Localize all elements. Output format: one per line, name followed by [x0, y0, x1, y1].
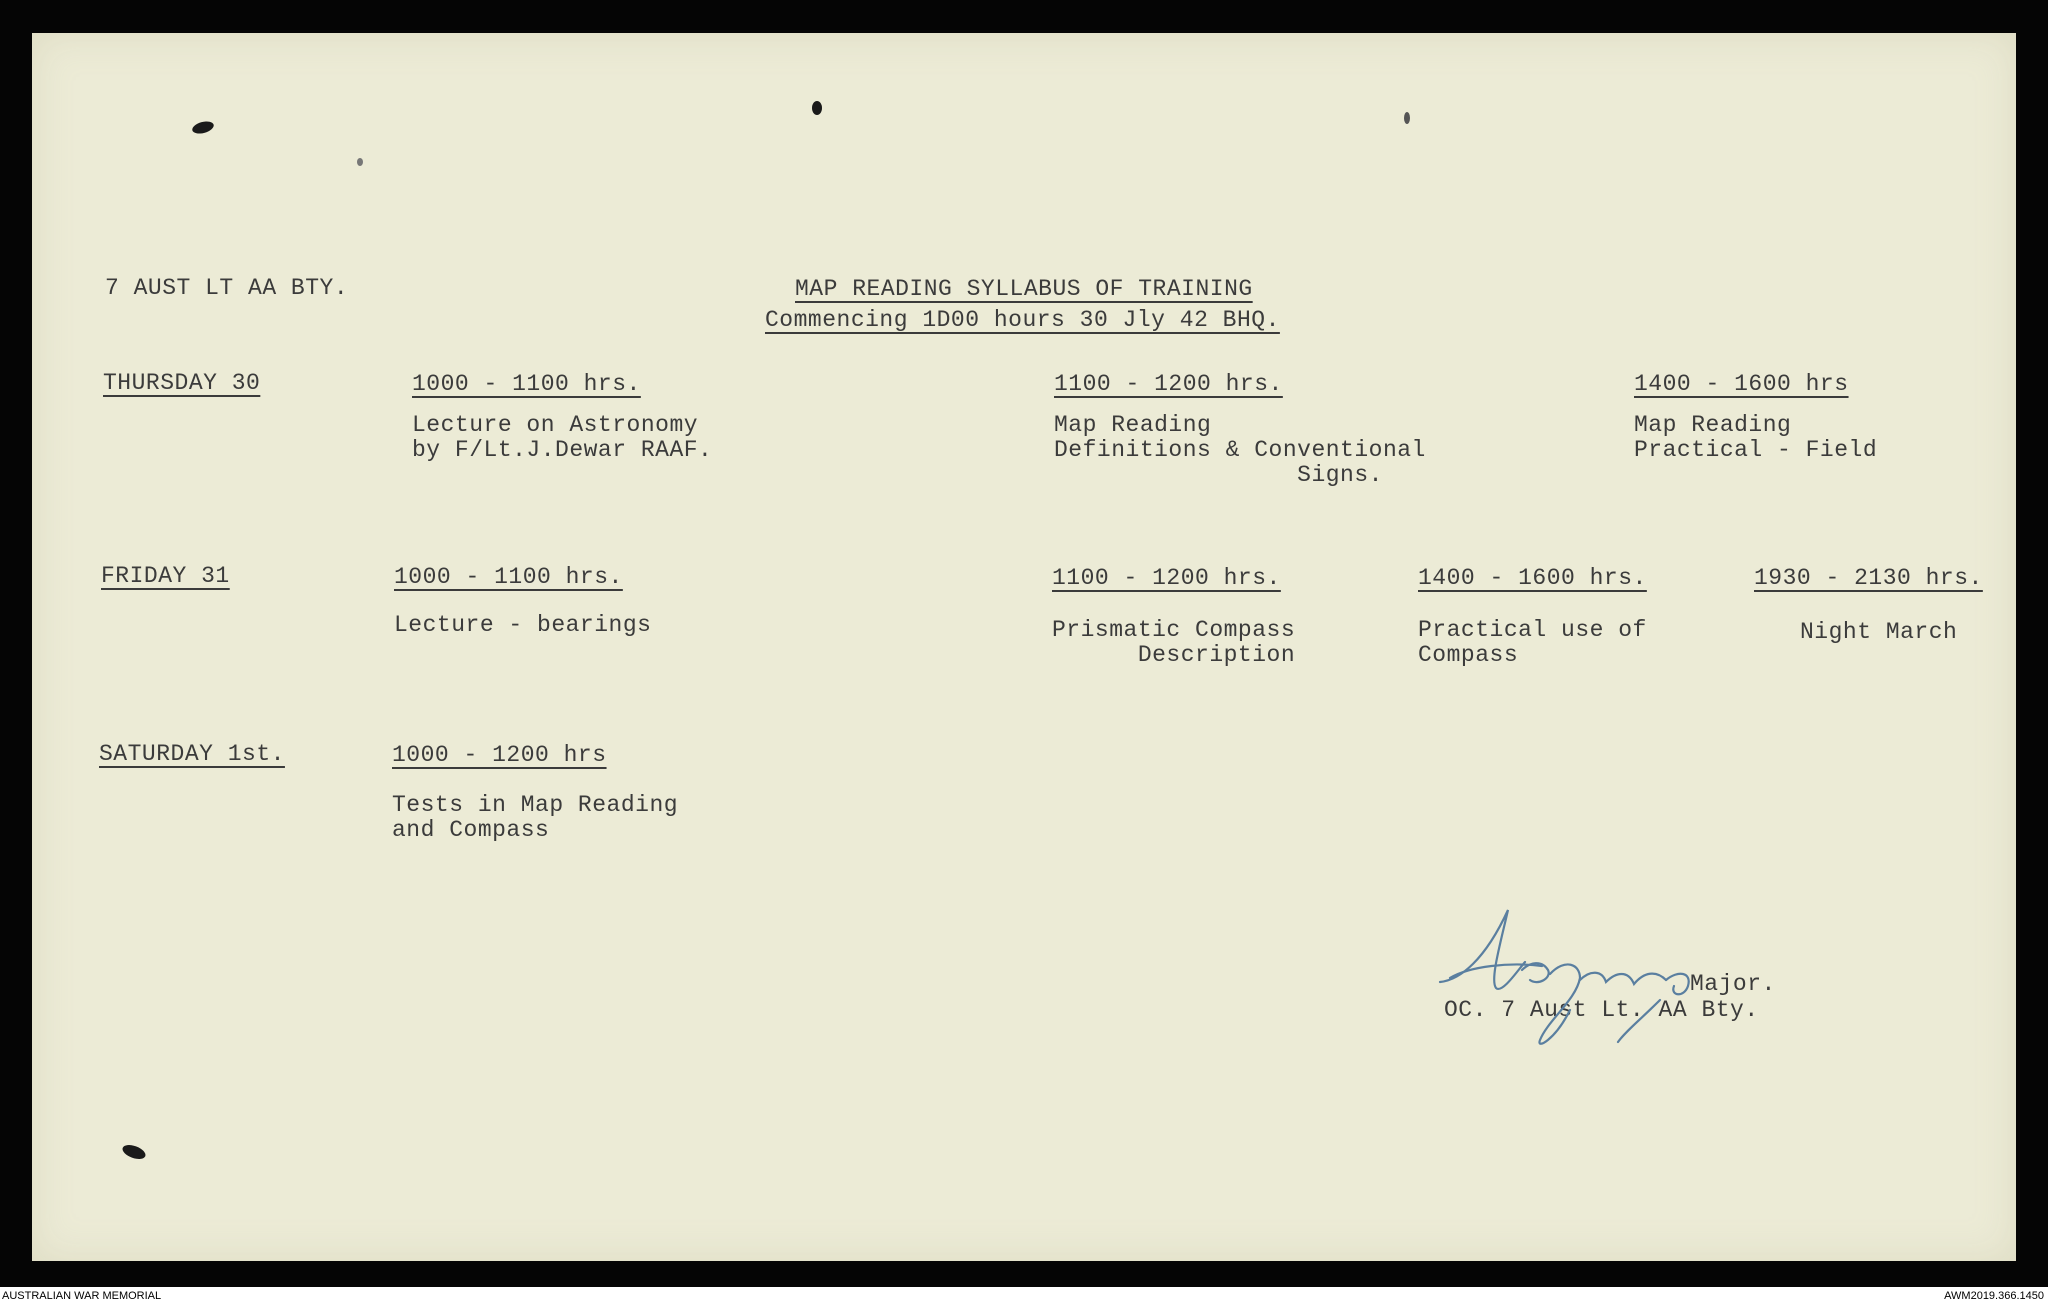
day-label-thursday: THURSDAY 30 [103, 370, 261, 396]
session-time: 1000 - 1200 hrs [392, 742, 607, 768]
session-time: 1400 - 1600 hrs. [1418, 565, 1647, 591]
punch-hole [812, 101, 822, 115]
session-time: 1000 - 1100 hrs. [394, 564, 623, 590]
day-label-friday: FRIDAY 31 [101, 563, 230, 589]
punch-hole [191, 119, 215, 135]
footer-accession-number: AWM2019.366.1450 [1944, 1290, 2044, 1302]
session-description: Map Reading Definitions & Conventional Signs. [1054, 412, 1426, 488]
session-time: 1930 - 2130 hrs. [1754, 565, 1983, 591]
session-description: Lecture - bearings [394, 612, 652, 638]
paper-sheet [32, 33, 2016, 1261]
punch-hole [1404, 112, 1410, 124]
session-time: 1100 - 1200 hrs. [1054, 371, 1283, 397]
signatory-rank: Major. [1690, 971, 1776, 997]
session-description: Prismatic Compass Description [1052, 617, 1296, 668]
session-description: Lecture on Astronomy by F/Lt.J.Dewar RAAF. [412, 412, 713, 463]
session-description: Map Reading Practical - Field [1634, 412, 1878, 463]
document-title: MAP READING SYLLABUS OF TRAINING [795, 276, 1253, 302]
session-description: Night March [1800, 619, 1958, 645]
footer-institution: AUSTRALIAN WAR MEMORIAL [2, 1290, 162, 1302]
session-description: Tests in Map Reading and Compass [392, 792, 679, 843]
day-label-saturday: SATURDAY 1st. [99, 741, 285, 767]
session-time: 1400 - 1600 hrs [1634, 371, 1849, 397]
handwritten-signature [1430, 900, 1710, 1050]
session-time: 1100 - 1200 hrs. [1052, 565, 1281, 591]
punch-hole [357, 158, 363, 166]
session-time: 1000 - 1100 hrs. [412, 371, 641, 397]
session-description: Practical use of Compass [1418, 617, 1647, 668]
unit-name: 7 AUST LT AA BTY. [105, 275, 349, 301]
punch-hole [121, 1142, 148, 1161]
archive-footer [0, 1287, 2048, 1305]
document-subtitle: Commencing 1D00 hours 30 Jly 42 BHQ. [765, 307, 1280, 333]
signatory-position: OC. 7 Aust Lt. AA Bty. [1444, 997, 1759, 1023]
